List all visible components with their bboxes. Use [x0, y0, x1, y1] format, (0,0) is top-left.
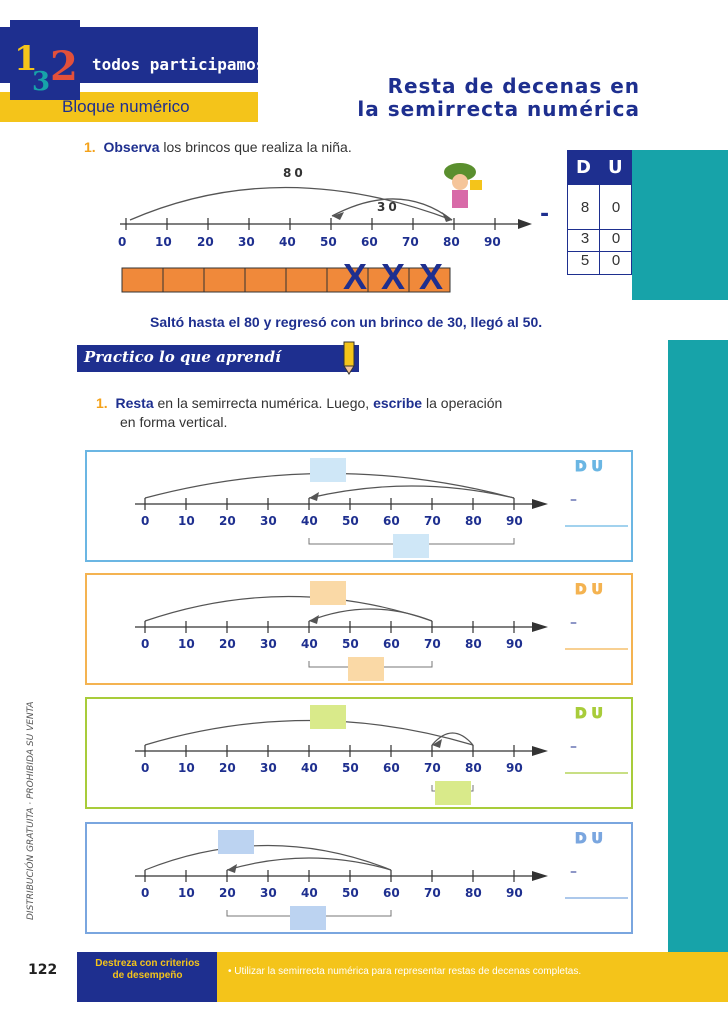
- axis-arrow: [532, 622, 548, 632]
- cross-mark: X: [343, 256, 382, 297]
- example-answer: Saltó hasta el 80 y regresó con un brinco de 30, llegó al 50.: [150, 314, 543, 330]
- brand-name: todos participamos: [92, 55, 266, 74]
- tick-label: 50: [342, 514, 359, 528]
- axis-arrow: [532, 871, 548, 881]
- tick-label: 0: [141, 637, 150, 651]
- tick-label: 40: [301, 514, 318, 528]
- return-arc: [227, 858, 391, 870]
- minus-sign: –: [570, 864, 577, 880]
- answer-box-top: [218, 830, 254, 854]
- return-arc: [309, 609, 432, 621]
- du-cell: 0: [611, 252, 621, 269]
- tick-label: 60: [383, 761, 400, 775]
- answer-box-top: [310, 581, 346, 605]
- tick-label: 90: [484, 235, 501, 249]
- tick-label: 60: [383, 637, 400, 651]
- practice-text-2: la operación: [422, 395, 503, 411]
- jump-label-80: 80: [283, 166, 306, 180]
- du-cell: 0: [611, 230, 621, 247]
- tick-label: 40: [301, 761, 318, 775]
- tick-label: 80: [465, 761, 482, 775]
- minus-sign: –: [570, 492, 577, 508]
- du-cell: 5: [580, 252, 590, 269]
- arrow-head: [309, 615, 319, 624]
- tick-label: 70: [424, 886, 441, 900]
- distribution-note: DISTRIBUCIÓN GRATUITA · PROHIBIDA SU VENTA: [26, 701, 36, 920]
- tick-label: 80: [443, 235, 460, 249]
- du-header-d: D: [576, 157, 591, 178]
- instruction-verb: Observa: [103, 139, 160, 155]
- practice-heading: Practico lo que aprendí: [84, 348, 281, 366]
- answer-box-bottom: [435, 781, 471, 805]
- tick-label: 20: [219, 761, 236, 775]
- tick-label: 40: [301, 637, 318, 651]
- tick-label: 90: [506, 886, 523, 900]
- tick-label: 30: [260, 886, 277, 900]
- svg-text:3: 3: [32, 67, 51, 97]
- footer-label: [80, 958, 215, 982]
- arrow-head: [227, 864, 237, 873]
- cross-mark: X: [381, 256, 420, 297]
- du-cell: 3: [580, 230, 590, 247]
- tick-label: 90: [506, 637, 523, 651]
- tick-label: 80: [465, 514, 482, 528]
- practice-number-line: [0, 820, 728, 950]
- tick-label: 20: [197, 235, 214, 249]
- tick-label: 70: [424, 514, 441, 528]
- practice-verb-2: escribe: [373, 395, 423, 411]
- tick-label: 0: [141, 886, 150, 900]
- tick-label: 60: [361, 235, 378, 249]
- practice-number-line: [0, 695, 728, 825]
- tick-label: 10: [178, 886, 195, 900]
- tick-label: 10: [155, 235, 172, 249]
- pencil-icon: [338, 340, 360, 376]
- tick-label: 60: [383, 514, 400, 528]
- exercise-instruction: [84, 139, 352, 155]
- practice-instruction: [96, 394, 502, 432]
- tick-label: 40: [301, 886, 318, 900]
- du-header-u: U: [608, 157, 623, 178]
- footer-label-line-2: de desempeño: [112, 970, 183, 981]
- return-arc: [309, 486, 514, 498]
- tick-label: 0: [141, 761, 150, 775]
- instruction-text: los brincos que realiza la niña.: [159, 139, 352, 155]
- title-line-1: Resta de decenas en: [387, 74, 640, 98]
- practice-verb-1: Resta: [115, 395, 154, 411]
- tick-label: 50: [342, 761, 359, 775]
- tick-label: 30: [260, 761, 277, 775]
- tick-label: 70: [402, 235, 419, 249]
- minus-sign: -: [540, 202, 550, 227]
- jump-label-30: 30: [377, 200, 400, 214]
- jump-arc: [145, 846, 391, 871]
- tick-label: 50: [320, 235, 337, 249]
- tick-label: 70: [424, 637, 441, 651]
- minus-sign: –: [570, 615, 577, 631]
- tick-label: 30: [260, 514, 277, 528]
- axis-arrow: [532, 499, 548, 509]
- tick-label: 20: [219, 514, 236, 528]
- tick-label: 40: [279, 235, 296, 249]
- tick-label: 50: [342, 637, 359, 651]
- svg-text:2: 2: [50, 43, 78, 90]
- tick-label: 50: [342, 886, 359, 900]
- crossed-blocks: [343, 256, 457, 298]
- arrow-head: [309, 492, 319, 501]
- tick-label: 10: [178, 514, 195, 528]
- du-cell: 0: [611, 199, 621, 216]
- cross-mark: X: [419, 256, 458, 297]
- answer-box-top: [310, 705, 346, 729]
- tick-label: 70: [424, 761, 441, 775]
- practice-number-line: [0, 448, 728, 578]
- practice-number: 1.: [96, 395, 108, 411]
- tick-label: 80: [465, 637, 482, 651]
- answer-box-bottom: [348, 657, 384, 681]
- axis-arrow: [532, 746, 548, 756]
- tick-label: 20: [219, 886, 236, 900]
- answer-box-top: [310, 458, 346, 482]
- tick-label: 30: [260, 637, 277, 651]
- tick-label: 20: [219, 637, 236, 651]
- du-cell: 8: [580, 199, 590, 216]
- du-label: D U: [575, 582, 603, 598]
- du-label: D U: [575, 831, 603, 847]
- page-title: [300, 75, 640, 121]
- answer-box-bottom: [393, 534, 429, 558]
- exercise-number: 1.: [84, 139, 96, 155]
- footer-skill-text: • Utilizar la semirrecta numérica para representar restas de decenas completas.: [228, 966, 582, 977]
- jump-arc: [145, 721, 473, 746]
- practice-text-3: en forma vertical.: [120, 414, 228, 430]
- practice-number-line: [0, 571, 728, 701]
- numbers-logo-icon: [10, 20, 80, 100]
- tick-label: 10: [178, 761, 195, 775]
- du-table: [567, 150, 632, 275]
- svg-text:1: 1: [14, 39, 38, 79]
- tick-label: 10: [178, 637, 195, 651]
- teal-side-panel: [632, 150, 728, 300]
- footer-label-line-1: Destreza con criterios: [95, 958, 200, 969]
- practice-text-1: en la semirrecta numérica. Luego,: [153, 395, 374, 411]
- tick-label: 30: [238, 235, 255, 249]
- number-line-example: [100, 160, 560, 300]
- tick-label: 0: [141, 514, 150, 528]
- tick-label: 60: [383, 886, 400, 900]
- tick-label: 0: [118, 235, 127, 249]
- minus-sign: –: [570, 739, 577, 755]
- du-label: D U: [575, 706, 603, 722]
- tick-label: 90: [506, 514, 523, 528]
- page-number: 122: [28, 962, 58, 978]
- tick-label: 80: [465, 886, 482, 900]
- tick-label: 90: [506, 761, 523, 775]
- girl-icon: [444, 163, 482, 208]
- du-label: D U: [575, 459, 603, 475]
- jump-arc: [145, 597, 432, 622]
- answer-box-bottom: [290, 906, 326, 930]
- section-name: Bloque numérico: [62, 97, 190, 116]
- title-line-2: la semirrecta numérica: [357, 97, 640, 121]
